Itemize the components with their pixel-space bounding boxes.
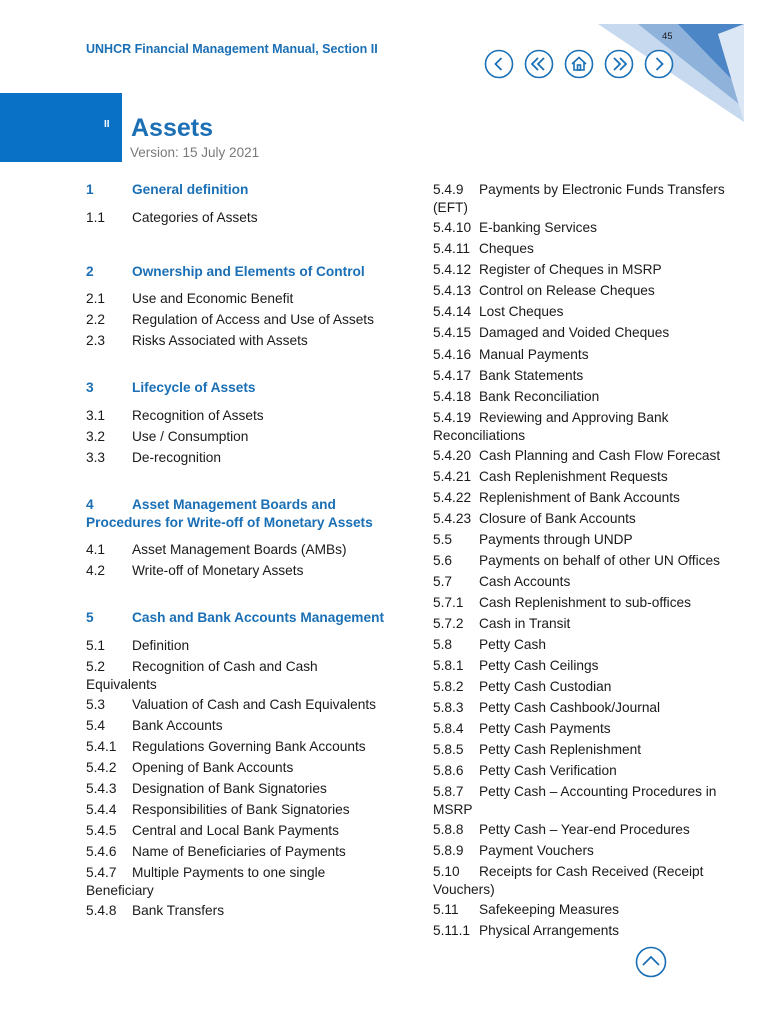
toc-entry[interactable]: [433, 842, 738, 860]
toc-number: 5.11: [433, 902, 459, 917]
toc-text: Cash in Transit: [479, 616, 571, 631]
nav-previous-button[interactable]: [484, 49, 514, 79]
section-band: [0, 93, 122, 162]
toc-heading[interactable]: [86, 609, 386, 627]
toc-entry[interactable]: [86, 209, 386, 227]
toc-number: 4.2: [86, 563, 106, 578]
toc-text: Safekeeping Measures: [479, 902, 620, 917]
toc-number: 5.4.13: [433, 283, 472, 298]
toc-number: 5.8: [433, 637, 453, 652]
toc-number: 3: [86, 380, 94, 395]
toc-entry[interactable]: [433, 741, 738, 759]
toc-text: E-banking Services: [479, 220, 597, 235]
toc-number: 5.4.12: [433, 262, 472, 277]
toc-entry[interactable]: [433, 552, 738, 570]
nav-next-button[interactable]: [644, 49, 674, 79]
toc-text: Petty Cash – Accounting Procedures in MSRP: [433, 784, 717, 817]
toc-text: Cash Replenishment to sub-offices: [479, 595, 692, 610]
toc-number: 5.3: [86, 697, 106, 712]
header-title: UNHCR Financial Management Manual, Section II: [86, 42, 378, 56]
toc-text: Control on Release Cheques: [479, 283, 655, 298]
toc-number: 4: [86, 497, 94, 512]
toc-text: Closure of Bank Accounts: [479, 511, 636, 526]
toc-text: Petty Cash Custodian: [479, 679, 612, 694]
toc-number: 5.1: [86, 638, 106, 653]
toc-entry[interactable]: [433, 863, 738, 898]
toc-entry[interactable]: [86, 843, 386, 861]
toc-text: Payments by Electronic Funds Transfers (EFT): [433, 182, 725, 215]
toc-entry[interactable]: [433, 922, 738, 940]
toc-entry[interactable]: [86, 864, 386, 899]
toc-text: Manual Payments: [479, 347, 589, 362]
toc-number: 5.4.23: [433, 511, 472, 526]
toc-entry[interactable]: [86, 902, 386, 920]
toc-text: Receipts for Cash Received (Receipt Vouchers): [433, 864, 704, 897]
toc-entry[interactable]: [433, 821, 738, 839]
toc-text: Petty Cash: [479, 637, 546, 652]
toc-number: 5.7.1: [433, 595, 464, 610]
toc-number: 5.4.2: [86, 760, 117, 775]
toc-number: 5.4.20: [433, 448, 472, 463]
toc-entry[interactable]: [433, 594, 738, 612]
toc-text: Ownership and Elements of Control: [132, 264, 365, 279]
toc-text: Petty Cash Verification: [479, 763, 617, 778]
nav-first-button[interactable]: [524, 49, 554, 79]
toc-text: Multiple Payments to one single Beneficiary: [86, 865, 326, 898]
toc-number: 3.1: [86, 408, 106, 423]
toc-number: 5.4.16: [433, 347, 472, 362]
toc-text: Bank Accounts: [132, 718, 223, 733]
toc-entry[interactable]: [86, 290, 386, 308]
toc-entry[interactable]: [86, 311, 386, 329]
toc-heading[interactable]: [86, 496, 386, 531]
toc-number: 2.3: [86, 333, 106, 348]
toc-entry[interactable]: [433, 346, 738, 364]
toc-number: 1.1: [86, 210, 106, 225]
back-to-top-button[interactable]: [635, 946, 667, 978]
toc-text: Cash Replenishment Requests: [479, 469, 668, 484]
toc-number: 5.2: [86, 659, 106, 674]
toc-text: Payment Vouchers: [479, 843, 594, 858]
toc-entry[interactable]: [86, 696, 386, 714]
toc-number: 5.7: [433, 574, 453, 589]
toc-number: 5.8.9: [433, 843, 464, 858]
toc-number: 5.8.2: [433, 679, 464, 694]
toc-entry[interactable]: [86, 658, 386, 693]
toc-text: Central and Local Bank Payments: [132, 823, 339, 838]
toc-entry[interactable]: [433, 699, 738, 717]
toc-number: 5.4: [86, 718, 106, 733]
toc-text: Lifecycle of Assets: [132, 380, 256, 395]
toc-number: 3.3: [86, 450, 106, 465]
toc-number: 5.11.1: [433, 923, 471, 938]
toc-entry[interactable]: [86, 449, 386, 467]
toc-entry[interactable]: [86, 332, 386, 350]
toc-entry[interactable]: [433, 489, 738, 507]
toc-entry[interactable]: [433, 657, 738, 675]
toc-entry[interactable]: [433, 720, 738, 738]
toc-entry[interactable]: [433, 282, 738, 300]
toc-entry[interactable]: [86, 759, 386, 777]
toc-text: Responsibilities of Bank Signatories: [132, 802, 350, 817]
toc-text: Payments on behalf of other UN Offices: [479, 553, 720, 568]
toc-text: Opening of Bank Accounts: [132, 760, 294, 775]
toc-number: 3.2: [86, 429, 106, 444]
toc-entry[interactable]: [433, 901, 738, 919]
toc-entry[interactable]: [433, 573, 738, 591]
toc-text: Cash Planning and Cash Flow Forecast: [479, 448, 721, 463]
toc-number: 5.4.19: [433, 410, 472, 425]
version-label: Version: 15 July 2021: [130, 145, 260, 160]
toc-number: 5.8.5: [433, 742, 464, 757]
toc-number: 5.5: [433, 532, 453, 547]
toc-text: Name of Beneficiaries of Payments: [132, 844, 346, 859]
toc-number: 5.4.11: [433, 241, 471, 256]
toc-text: Damaged and Voided Cheques: [479, 325, 670, 340]
toc-entry[interactable]: [86, 717, 386, 735]
toc-text: Reviewing and Approving Bank Reconciliations: [433, 410, 669, 443]
toc-number: 5.8.4: [433, 721, 464, 736]
toc-number: 5.4.9: [433, 182, 464, 197]
toc-text: Petty Cash Payments: [479, 721, 611, 736]
toc-number: 5.4.5: [86, 823, 117, 838]
toc-entry[interactable]: [433, 367, 738, 385]
toc-text: Cheques: [479, 241, 534, 256]
toc-number: 5.4.17: [433, 368, 472, 383]
nav-home-button[interactable]: [564, 49, 594, 79]
toc-number: 5.4.21: [433, 469, 472, 484]
toc-number: 5.8.8: [433, 822, 464, 837]
toc-entry[interactable]: [86, 562, 386, 580]
toc-heading[interactable]: [86, 379, 386, 397]
toc-entry[interactable]: [433, 762, 738, 780]
toc-entry[interactable]: [86, 407, 386, 425]
toc-number: 5.4.14: [433, 304, 472, 319]
toc-text: Cash and Bank Accounts Management: [132, 610, 385, 625]
toc-entry[interactable]: [86, 541, 386, 559]
toc-number: 5.4.6: [86, 844, 117, 859]
toc-text: Petty Cash Ceilings: [479, 658, 599, 673]
toc-text: Petty Cash Replenishment: [479, 742, 642, 757]
toc-number: 2.2: [86, 312, 106, 327]
toc-entry[interactable]: [86, 822, 386, 840]
toc-text: Write-off of Monetary Assets: [132, 563, 304, 578]
page-number: 45: [662, 31, 673, 42]
toc-number: 5.6: [433, 553, 453, 568]
toc-text: Physical Arrangements: [479, 923, 619, 938]
toc-entry[interactable]: [86, 738, 386, 756]
toc-text: Bank Transfers: [132, 903, 225, 918]
toc-number: 5.10: [433, 864, 460, 879]
toc-text: Recognition of Assets: [132, 408, 264, 423]
toc-text: Petty Cash Cashbook/Journal: [479, 700, 661, 715]
toc-entry[interactable]: [433, 388, 738, 406]
toc-entry[interactable]: [433, 219, 738, 237]
toc-number: 2.1: [86, 291, 106, 306]
toc-number: 5.4.22: [433, 490, 472, 505]
toc-text: Risks Associated with Assets: [132, 333, 308, 348]
toc-text: Regulations Governing Bank Accounts: [132, 739, 366, 754]
toc-heading[interactable]: [86, 263, 386, 281]
toc-text: Valuation of Cash and Cash Equivalents: [132, 697, 376, 712]
toc-entry[interactable]: [86, 637, 386, 655]
toc-text: Designation of Bank Signatories: [132, 781, 327, 796]
toc-entry[interactable]: [433, 261, 738, 279]
toc-number: 5.4.18: [433, 389, 472, 404]
toc-text: Categories of Assets: [132, 210, 258, 225]
toc-text: Bank Statements: [479, 368, 584, 383]
section-marker: II: [104, 119, 110, 130]
toc-number: 5.4.3: [86, 781, 117, 796]
toc-entry[interactable]: [86, 428, 386, 446]
toc-number: 5.4.15: [433, 325, 472, 340]
toc-entry[interactable]: [433, 531, 738, 549]
toc-number: 5.7.2: [433, 616, 464, 631]
toc-number: 5.8.3: [433, 700, 464, 715]
toc-number: 5.8.6: [433, 763, 464, 778]
toc-number: 2: [86, 264, 94, 279]
toc-text: Replenishment of Bank Accounts: [479, 490, 680, 505]
toc-text: Use and Economic Benefit: [132, 291, 294, 306]
toc-entry[interactable]: [433, 678, 738, 696]
toc-text: Payments through UNDP: [479, 532, 633, 547]
toc-text: De-recognition: [132, 450, 222, 465]
toc-entry[interactable]: [433, 447, 738, 465]
toc-text: Use / Consumption: [132, 429, 249, 444]
toc-entry[interactable]: [433, 181, 738, 216]
toc-text: Bank Reconciliation: [479, 389, 600, 404]
toc-number: 5.8.7: [433, 784, 464, 799]
toc-text: Register of Cheques in MSRP: [479, 262, 662, 277]
toc-entry[interactable]: [433, 324, 738, 342]
toc-text: Asset Management Boards (AMBs): [132, 542, 347, 557]
toc-number: 5.4.10: [433, 220, 472, 235]
toc-text: Petty Cash – Year-end Procedures: [479, 822, 690, 837]
toc-number: 5.4.7: [86, 865, 117, 880]
toc-number: 1: [86, 182, 94, 197]
toc-number: 5.8.1: [433, 658, 464, 673]
toc-text: Lost Cheques: [479, 304, 564, 319]
toc-entry[interactable]: [433, 636, 738, 654]
toc-number: 4.1: [86, 542, 106, 557]
toc-entry[interactable]: [433, 783, 738, 818]
toc-number: 5.4.8: [86, 903, 117, 918]
toc-text: Cash Accounts: [479, 574, 571, 589]
toc-number: 5: [86, 610, 94, 625]
toc-text: Definition: [132, 638, 190, 653]
toc-entry[interactable]: [433, 409, 738, 444]
toc-number: 5.4.4: [86, 802, 117, 817]
page-title: Assets: [131, 114, 213, 142]
toc-entry[interactable]: [86, 801, 386, 819]
toc-text: Regulation of Access and Use of Assets: [132, 312, 374, 327]
toc-text: Recognition of Cash and Cash Equivalents: [86, 659, 318, 692]
toc-text: Asset Management Boards and Procedures for Write-off of Monetary Assets: [86, 497, 373, 530]
toc-heading[interactable]: [86, 181, 386, 199]
toc-entry[interactable]: [433, 468, 738, 486]
toc-entry[interactable]: [433, 510, 738, 528]
toc-entry[interactable]: [86, 780, 386, 798]
nav-last-button[interactable]: [604, 49, 634, 79]
toc-text: General definition: [132, 182, 249, 197]
toc-number: 5.4.1: [86, 739, 117, 754]
toc-entry[interactable]: [433, 240, 738, 258]
toc-entry[interactable]: [433, 303, 738, 321]
toc-entry[interactable]: [433, 615, 738, 633]
